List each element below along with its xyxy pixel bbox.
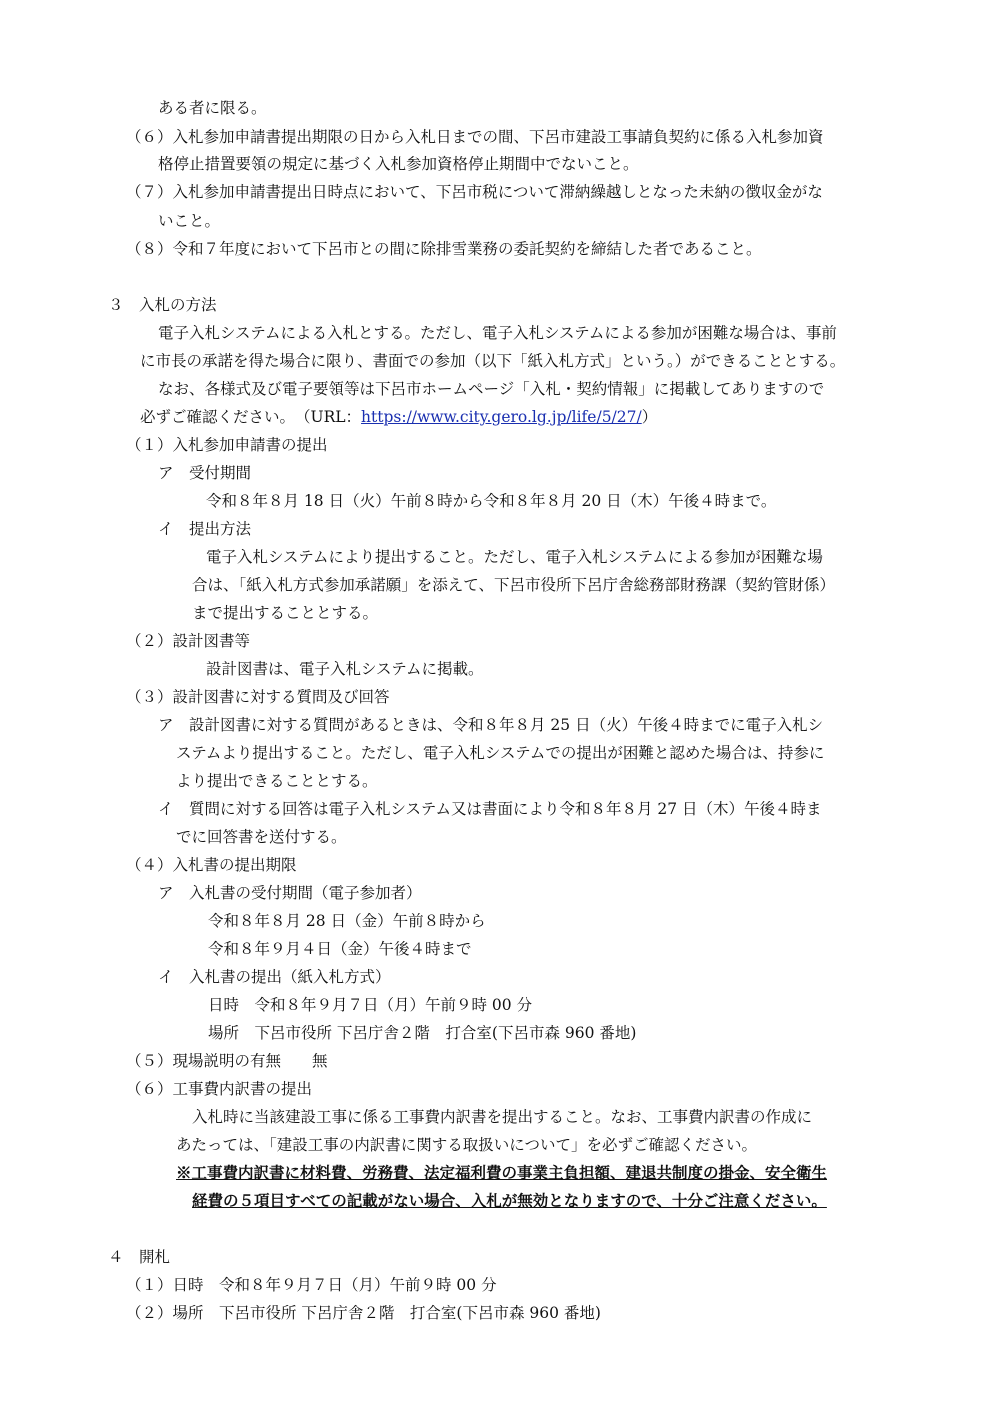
subsection-heading-2: （２）設計図書等 <box>126 632 251 650</box>
text-line: 合は、「紙入札方式参加承諾願」を添えて、下呂市役所下呂庁舎総務部財務課（契約管財係） <box>192 576 835 594</box>
text-line: 入札時に当該建設工事に係る工事費内訳書を提出すること。なお、工事費内訳書の作成に <box>192 1108 813 1126</box>
text-line: ある者に限る。 <box>158 99 267 117</box>
text-line: あたっては、「建設工事の内訳書に関する取扱いについて」を必ずご確認ください。 <box>176 1136 757 1154</box>
url-line <box>140 406 657 428</box>
subsection-heading-4: （４）入札書の提出期限 <box>126 856 297 874</box>
text-line: イ 質問に対する回答は電子入札システム又は書面により令和８年８月 27 日（木）午後４時ま <box>158 800 822 818</box>
text-line: でに回答書を送付する。 <box>176 828 347 846</box>
text-line: いこと。 <box>158 212 221 230</box>
text-fragment: 必ずご確認ください。 （URL： <box>140 408 362 426</box>
text-line: 日時 令和８年９月７日（月）午前９時 00 分 <box>208 996 533 1014</box>
section-heading-4: ４ 開札 <box>108 1248 171 1266</box>
list-item-8: （８）令和７年度において下呂市との間に除排雪業務の委託契約を締結した者であること。 <box>126 240 762 258</box>
item-heading: ア 受付期間 <box>158 464 252 482</box>
text-line: 電子入札システムによる入札とする。ただし、電子入札システムによる参加が困難な場合は、事前 <box>158 324 837 342</box>
subsection-heading-5: （５）現場説明の有無 無 <box>126 1052 328 1070</box>
list-item-6: （６）入札参加申請書提出期限の日から入札日までの間、下呂市建設工事請負契約に係る入札参加資 <box>126 128 824 146</box>
warning-note: ※工事費内訳書に材料費、労務費、法定福利費の事業主負担額、建退共制度の掛金、安全衛生 <box>176 1163 828 1182</box>
item-heading: ア 入札書の受付期間（電子参加者） <box>158 884 422 902</box>
text-line: より提出できることとする。 <box>176 772 378 790</box>
warning-note: 経費の５項目すべての記載がない場合、入札が無効となりますので、十分ご注意ください。 <box>192 1191 827 1210</box>
text-line: 設計図書は、電子入札システムに掲載。 <box>206 660 484 678</box>
text-line: なお、各様式及び電子要領等は下呂市ホームページ「入札・契約情報」に掲載してありますので <box>158 380 825 398</box>
subsection-heading-6: （６）工事費内訳書の提出 <box>126 1080 313 1098</box>
text-line: 令和８年８月 18 日（火）午前８時から令和８年８月 20 日（木）午後４時まで。 <box>206 492 777 510</box>
text-line: に市長の承諾を得た場合に限り、書面での参加（以下「紙入札方式」という。）ができることとする。 <box>140 352 846 370</box>
text-line: ア 設計図書に対する質問があるときは、令和８年８月 25 日（火）午後４時までに電子入札シ <box>158 716 824 734</box>
text-line: ステムより提出すること。ただし、電子入札システムでの提出が困難と認めた場合は、持参に <box>176 744 825 762</box>
list-item-7: （７）入札参加申請書提出日時点において、下呂市税について滞納繰越しとなった未納の徴収金がな <box>126 183 823 201</box>
text-fragment: ） <box>641 408 658 426</box>
subsection-heading-3: （３）設計図書に対する質問及び回答 <box>126 688 390 706</box>
item-heading: イ 提出方法 <box>158 520 252 538</box>
text-line: 場所 下呂市役所 下呂庁舎２階 打合室(下呂市森 960 番地) <box>208 1024 637 1042</box>
text-line: 電子入札システムにより提出すること。ただし、電子入札システムによる参加が困難な場 <box>206 548 823 566</box>
text-line: 格停止措置要領の規定に基づく入札参加資格停止期間中でないこと。 <box>158 155 639 173</box>
url-link[interactable]: https://www.city.gero.lg.jp/life/5/27/ <box>361 408 642 426</box>
text-line: まで提出することとする。 <box>192 604 379 622</box>
text-line: （２）場所 下呂市役所 下呂庁舎２階 打合室(下呂市森 960 番地) <box>126 1304 601 1322</box>
text-line: （１）日時 令和８年９月７日（月）午前９時 00 分 <box>126 1276 497 1294</box>
text-line: 令和８年８月 28 日（金）午前８時から <box>208 912 486 930</box>
item-heading: イ 入札書の提出（紙入札方式） <box>158 968 391 986</box>
subsection-heading-1: （１）入札参加申請書の提出 <box>126 436 328 454</box>
section-heading-3: ３ 入札の方法 <box>108 296 217 314</box>
text-line: 令和８年９月４日（金）午後４時まで <box>208 940 472 958</box>
